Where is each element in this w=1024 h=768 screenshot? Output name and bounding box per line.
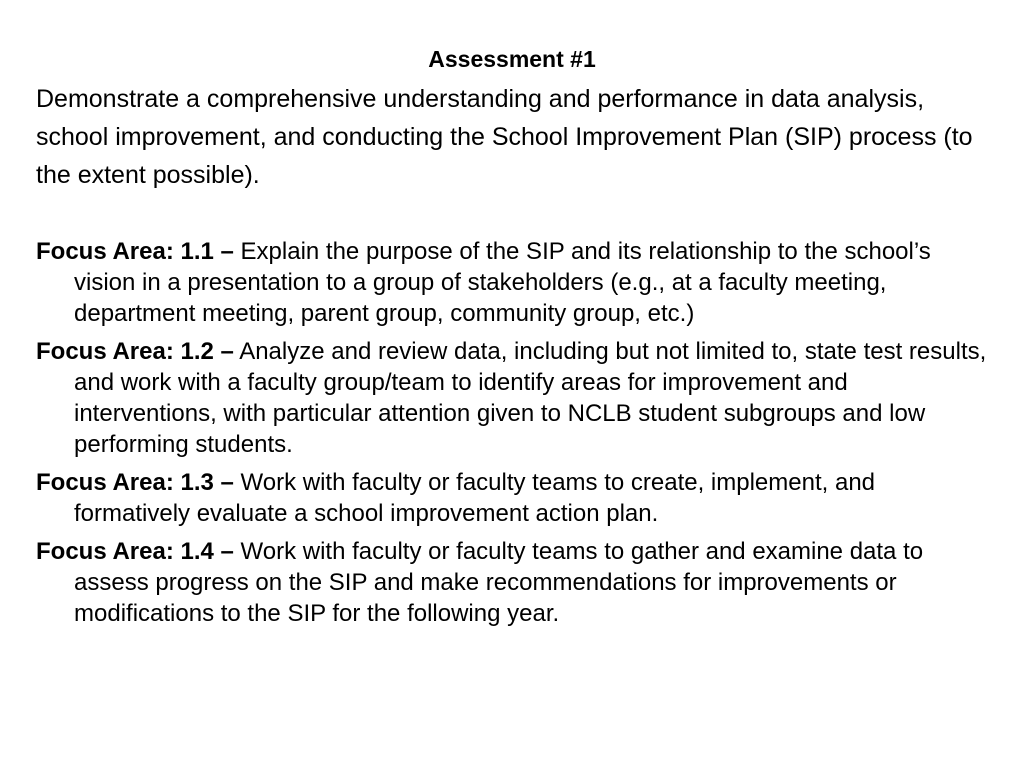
focus-area-label: Focus Area: 1.3 – (36, 469, 234, 496)
focus-area-1-4 (36, 536, 988, 629)
focus-area-list (36, 236, 988, 629)
focus-area-1-3 (36, 467, 988, 529)
focus-area-text: Analyze and review data, including but not limited to, state test results, and work with a faculty group/team to identify areas for improvement and interventions, with particular attention given to NCLB student subgroups and low performing students. (74, 338, 987, 458)
focus-area-text: Work with faculty or faculty teams to create, implement, and formatively evaluate a school improvement action plan. (74, 469, 876, 527)
focus-area-label: Focus Area: 1.4 – (36, 538, 234, 565)
focus-area-1-2 (36, 336, 988, 460)
focus-area-text: Work with faculty or faculty teams to gather and examine data to assess progress on the SIP and make recommendations for improvements or modifications to the SIP for the following year. (74, 538, 924, 627)
slide-title: Assessment #1 (428, 46, 596, 72)
focus-area-label: Focus Area: 1.2 – (36, 338, 234, 365)
focus-area-label: Focus Area: 1.1 – (36, 238, 234, 265)
focus-area-text: Explain the purpose of the SIP and its relationship to the school’s vision in a presentation to a group of stakeholders (e.g., at a faculty meeting, department meeting, parent group, community group, etc.) (74, 238, 931, 327)
intro-text: Demonstrate a comprehensive understanding and performance in data analysis, school improvement, and conducting the School Improvement Plan (SIP) process (to the extent possible). (36, 85, 973, 189)
focus-area-1-1 (36, 236, 988, 329)
